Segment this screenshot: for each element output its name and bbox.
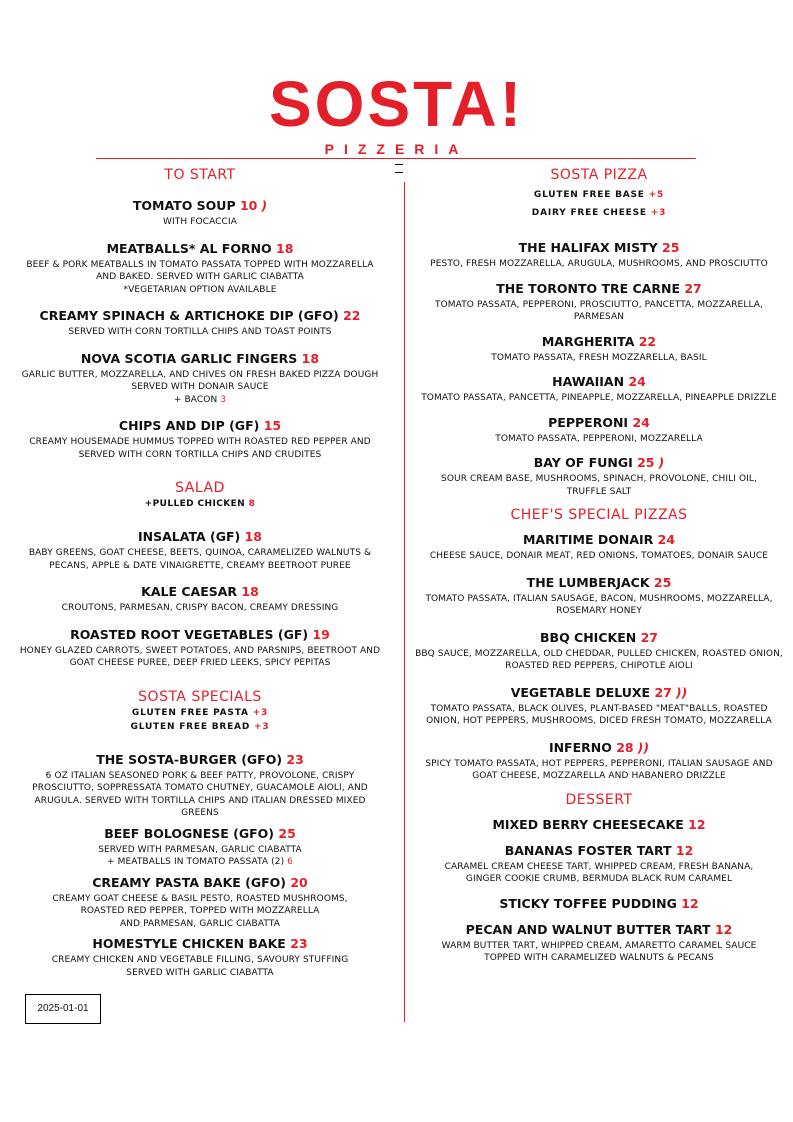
item-description: ONION, HOT PEPPERS, MUSHROOMS, DICED FRESH TOMATO, MOZZARELLA [426, 716, 772, 726]
item-name: BEEF BOLOGNESE (GFO) [104, 825, 275, 841]
menu-item-title [10, 308, 390, 324]
item-price: 27 [654, 684, 672, 700]
item-description: ROASTED RED PEPPER, TOPPED WITH MOZZARELLA [80, 906, 320, 916]
section-note [410, 189, 788, 202]
item-description: SERVED WITH CORN TORTILLA CHIPS AND CRUDITES [78, 449, 322, 460]
item-price: 20 [290, 874, 308, 890]
item-name: MIXED BERRY CHEESECAKE [492, 816, 684, 832]
note-price: +3 [252, 707, 269, 718]
section-title: CHEF'S SPECIAL PIZZAS [510, 507, 688, 523]
section-title: TO START [164, 167, 236, 183]
item-description: HONEY GLAZED CARROTS, SWEET POTATOES, AND PARSNIPS, BEETROOT AND [19, 645, 381, 656]
right-column [410, 166, 788, 965]
item-name: CHIPS AND DIP (GF) [118, 418, 260, 433]
item-price: 22 [638, 333, 657, 349]
item-description: GOAT CHEESE, MOZZARELLA AND HABANERO DRIZZLE [472, 771, 726, 781]
item-description: SPICY TOMATO PASSATA, HOT PEPPERS, PEPPERONI, ITALIAN SAUSAGE AND [425, 758, 773, 769]
item-description: TOMATO PASSATA, PEPPERONI, MOZZARELLA [495, 433, 703, 444]
item-description: ROSEMARY HONEY [556, 606, 642, 616]
item-price: 12 [675, 842, 694, 858]
item-description: CROUTONS, PARMESAN, CRISPY BACON, CREAMY DRESSING [61, 603, 339, 613]
header-divider [96, 158, 696, 159]
column-divider [404, 182, 405, 1022]
logo: SOSTA! [268, 68, 525, 140]
menu-item-title [410, 532, 788, 548]
menu-item-title [410, 817, 788, 833]
menu-item-title [410, 630, 788, 646]
item-name: CREAMY SPINACH & ARTICHOKE DIP (GFO) [39, 308, 339, 323]
item-name: TOMATO SOUP [132, 198, 236, 213]
item-description: SERVED WITH GARLIC CIABATTA [126, 967, 274, 978]
item-name: CREAMY PASTA BAKE (GFO) [92, 874, 286, 890]
item-name: MARITIME DONAIR [522, 532, 654, 547]
item-name: BANANAS FOSTER TART [504, 842, 672, 858]
divider-mark [395, 164, 403, 165]
item-description: GARLIC BUTTER, MOZZARELLA, AND CHIVES ON FRESH BAKED PIZZA DOUGH [21, 369, 379, 380]
menu-item-title [10, 241, 390, 257]
item-description: CREAMY CHICKEN AND VEGETABLE FILLING, SAVOURY STUFFING [51, 955, 349, 965]
menu-item-title [410, 922, 788, 938]
item-description: TOMATO PASSATA, ITALIAN SAUSAGE, BACON, MUSHROOMS, MOZZARELLA, [425, 593, 773, 604]
note-label: GLUTEN FREE BASE [533, 190, 645, 200]
menu-item-title [410, 240, 788, 256]
section-title: DESSERT [565, 791, 633, 808]
section-title: SALAD [175, 480, 225, 496]
item-name: PECAN AND WALNUT BUTTER TART [465, 921, 711, 937]
item-description: CREAMY GOAT CHEESE & BASIL PESTO, ROASTED MUSHROOMS, [52, 893, 348, 904]
item-price: 28 [616, 739, 634, 755]
menu-item-title [410, 843, 788, 859]
item-name: INSALATA (GF) [137, 529, 241, 544]
item-price: 25 [637, 455, 655, 470]
item-name: NOVA SCOTIA GARLIC FINGERS [80, 350, 298, 366]
item-description: GREENS [181, 808, 219, 818]
menu-item-title [10, 198, 390, 214]
menu-item-title [10, 936, 390, 952]
item-description: ROASTED RED PEPPERS, CHIPOTLE AIOLI [505, 661, 693, 671]
note-label: +PULLED CHICKEN [144, 499, 246, 509]
section-note [10, 721, 390, 734]
note-price: 8 [248, 499, 256, 509]
item-description: TOPPED WITH CARAMELIZED WALNUTS & PECANS [484, 953, 714, 963]
item-description: SERVED WITH PARMESAN, GARLIC CIABATTA [98, 844, 302, 855]
item-price: 24 [628, 374, 646, 389]
date-stamp: 2025-01-01 [25, 994, 101, 1024]
item-price: 27 [684, 280, 702, 296]
item-price: 23 [286, 751, 304, 767]
menu-item-title [10, 529, 390, 545]
item-name: HOMESTYLE CHICKEN BAKE [92, 936, 286, 951]
item-price: 15 [263, 418, 282, 433]
item-description: TRUFFLE SALT [566, 486, 632, 497]
item-name: VEGETABLE DELUXE [510, 684, 651, 700]
item-name: THE LUMBERJACK [526, 574, 650, 590]
addon-label: + BACON [173, 394, 218, 405]
item-description: TOMATO PASSATA, PANCETTA, PINEAPPLE, MOZZARELLA, PINEAPPLE DRIZZLE [421, 393, 777, 403]
section-note [10, 498, 390, 511]
item-price: 10 [239, 198, 258, 213]
item-name: KALE CAESAR [141, 584, 238, 599]
item-description: GINGER COOKIE CRUMB, BERMUDA BLACK RUM CARAMEL [465, 874, 733, 884]
menu-item-title [10, 875, 390, 891]
menu-item-title [410, 374, 788, 390]
item-price: 12 [714, 921, 733, 937]
note-label: GLUTEN FREE BREAD [130, 721, 251, 732]
item-name: HAWAIIAN [552, 374, 625, 389]
note-price: +5 [648, 190, 665, 200]
item-description: TOMATO PASSATA, FRESH MOZZARELLA, BASIL [491, 352, 707, 363]
menu-item-title [410, 740, 788, 756]
menu-item-title [410, 334, 788, 350]
chili-pepper-icon: )) [637, 739, 650, 755]
item-description: PECANS, APPLE & DATE VINAIGRETTE, CREAMY BEETROOT PUREE [49, 560, 351, 571]
item-description: BABY GREENS, GOAT CHEESE, BEETS, QUINOA, CARAMELIZED WALNUTS & [28, 548, 372, 558]
item-name: STICKY TOFFEE PUDDING [499, 895, 677, 911]
logo-subtitle: PIZZERIA [324, 141, 469, 157]
left-column [10, 166, 390, 979]
item-name: THE SOSTA-BURGER (GFO) [96, 751, 283, 767]
menu-item-title [410, 415, 788, 431]
item-name: BAY OF FUNGI [533, 455, 633, 470]
addon-price: 3 [220, 394, 227, 405]
item-description: SOUR CREAM BASE, MUSHROOMS, SPINACH, PROVOLONE, CHILI OIL, [441, 474, 757, 484]
item-description: TOMATO PASSATA, BLACK OLIVES, PLANT-BASED "MEAT"BALLS, ROASTED [430, 703, 768, 714]
note-label: GLUTEN FREE PASTA [131, 707, 249, 718]
item-price: 12 [688, 816, 706, 832]
item-description: WITH FOCACCIA [163, 217, 237, 227]
item-description: ARUGULA. SERVED WITH TORTILLA CHIPS AND ITALIAN DRESSED MIXED [34, 795, 366, 806]
item-description: CHEESE SAUCE, DONAIR MEAT, RED ONIONS, TOMATOES, DONAIR SAUCE [429, 551, 769, 561]
note-label: DAIRY FREE CHEESE [531, 208, 647, 218]
item-description: SERVED WITH DONAIR SAUCE [131, 382, 269, 392]
item-price: 25 [653, 574, 672, 590]
item-name: THE TORONTO TRE CARNE [496, 280, 680, 296]
item-description: 6 OZ ITALIAN SEASONED PORK & BEEF PATTY, PROVOLONE, CRISPY [45, 770, 355, 781]
item-price: 18 [244, 529, 263, 544]
menu-item-title [10, 584, 390, 600]
menu-item-title [10, 627, 390, 643]
addon-label: + MEATBALLS IN TOMATO PASSATA (2) [107, 857, 285, 867]
item-price: 12 [681, 895, 699, 911]
menu-item-title [10, 351, 390, 367]
item-name: THE HALIFAX MISTY [518, 240, 658, 255]
item-price: 18 [276, 240, 294, 256]
menu-item-title [410, 896, 788, 912]
item-price: 24 [657, 532, 676, 547]
item-description: BEEF & PORK MEATBALLS IN TOMATO PASSATA TOPPED WITH MOZZARELLA [26, 259, 374, 270]
item-name: BBQ CHICKEN [540, 629, 637, 645]
menu-item-title [10, 418, 390, 434]
section-title: SOSTA PIZZA [550, 167, 648, 183]
item-price: 25 [662, 240, 680, 255]
item-name: INFERNO [548, 739, 612, 755]
item-description: CARAMEL CREAM CHEESE TART, WHIPPED CREAM, FRESH BANANA, [444, 861, 754, 872]
item-description: WARM BUTTER TART, WHIPPED CREAM, AMARETTO CARAMEL SAUCE [441, 940, 757, 951]
item-description: *VEGETARIAN OPTION AVAILABLE [123, 284, 277, 295]
item-description: PARMESAN [573, 312, 625, 322]
item-price: 25 [278, 825, 296, 841]
item-price: 24 [632, 414, 650, 430]
item-description: GOAT CHEESE PUREE, DEEP FRIED LEEKS, SPICY PEPITAS [69, 658, 331, 668]
addon-price: 6 [287, 857, 293, 867]
menu-item-title [410, 281, 788, 297]
item-name: PEPPERONI [548, 414, 629, 430]
divider-mark [395, 172, 403, 173]
item-price: 19 [312, 626, 330, 642]
item-price: 22 [343, 308, 361, 323]
item-name: ROASTED ROOT VEGETABLES (GF) [70, 626, 309, 642]
chili-pepper-icon: ) [261, 198, 268, 213]
item-description: PESTO, FRESH MOZZARELLA, ARUGULA, MUSHROOMS, AND PROSCIUTTO [430, 259, 768, 269]
menu-item-title [10, 826, 390, 842]
item-description: SERVED WITH CORN TORTILLA CHIPS AND TOAST POINTS [68, 327, 332, 337]
item-addon [10, 856, 390, 869]
menu-item-title [410, 685, 788, 701]
chili-pepper-icon: ) [658, 455, 665, 470]
item-description: AND PARMESAN, GARLIC CIABATTA [119, 918, 280, 929]
note-price: +3 [650, 208, 667, 218]
note-price: +3 [254, 721, 270, 732]
menu-item-title [410, 455, 788, 471]
item-name: MEATBALLS* AL FORNO [106, 240, 272, 256]
section-note [410, 207, 788, 220]
item-price: 18 [241, 584, 259, 599]
section-title: SOSTA SPECIALS [138, 688, 262, 705]
menu-item-title [10, 752, 390, 768]
item-description: CREAMY HOUSEMADE HUMMUS TOPPED WITH ROASTED RED PEPPER AND [29, 437, 371, 447]
item-addon [10, 394, 390, 407]
item-description: BBQ SAUCE, MOZZARELLA, OLD CHEDDAR, PULLED CHICKEN, ROASTED ONION, [415, 648, 783, 659]
chili-pepper-icon: )) [675, 684, 688, 700]
section-note [10, 707, 390, 720]
item-name: MARGHERITA [541, 333, 635, 349]
item-price: 18 [301, 350, 320, 366]
item-price: 23 [290, 936, 308, 951]
item-description: PROSCIUTTO, SOPPRESSATA TOMATO CHUTNEY, GUACAMOLE AIOLI, AND [32, 783, 368, 793]
item-price: 27 [640, 629, 658, 645]
item-description: TOMATO PASSATA, PEPPERONI, PROSCIUTTO, PANCETTA, MOZZARELLA, [435, 299, 763, 310]
menu-item-title [410, 575, 788, 591]
item-description: AND BAKED. SERVED WITH GARLIC CIABATTA [96, 272, 304, 282]
